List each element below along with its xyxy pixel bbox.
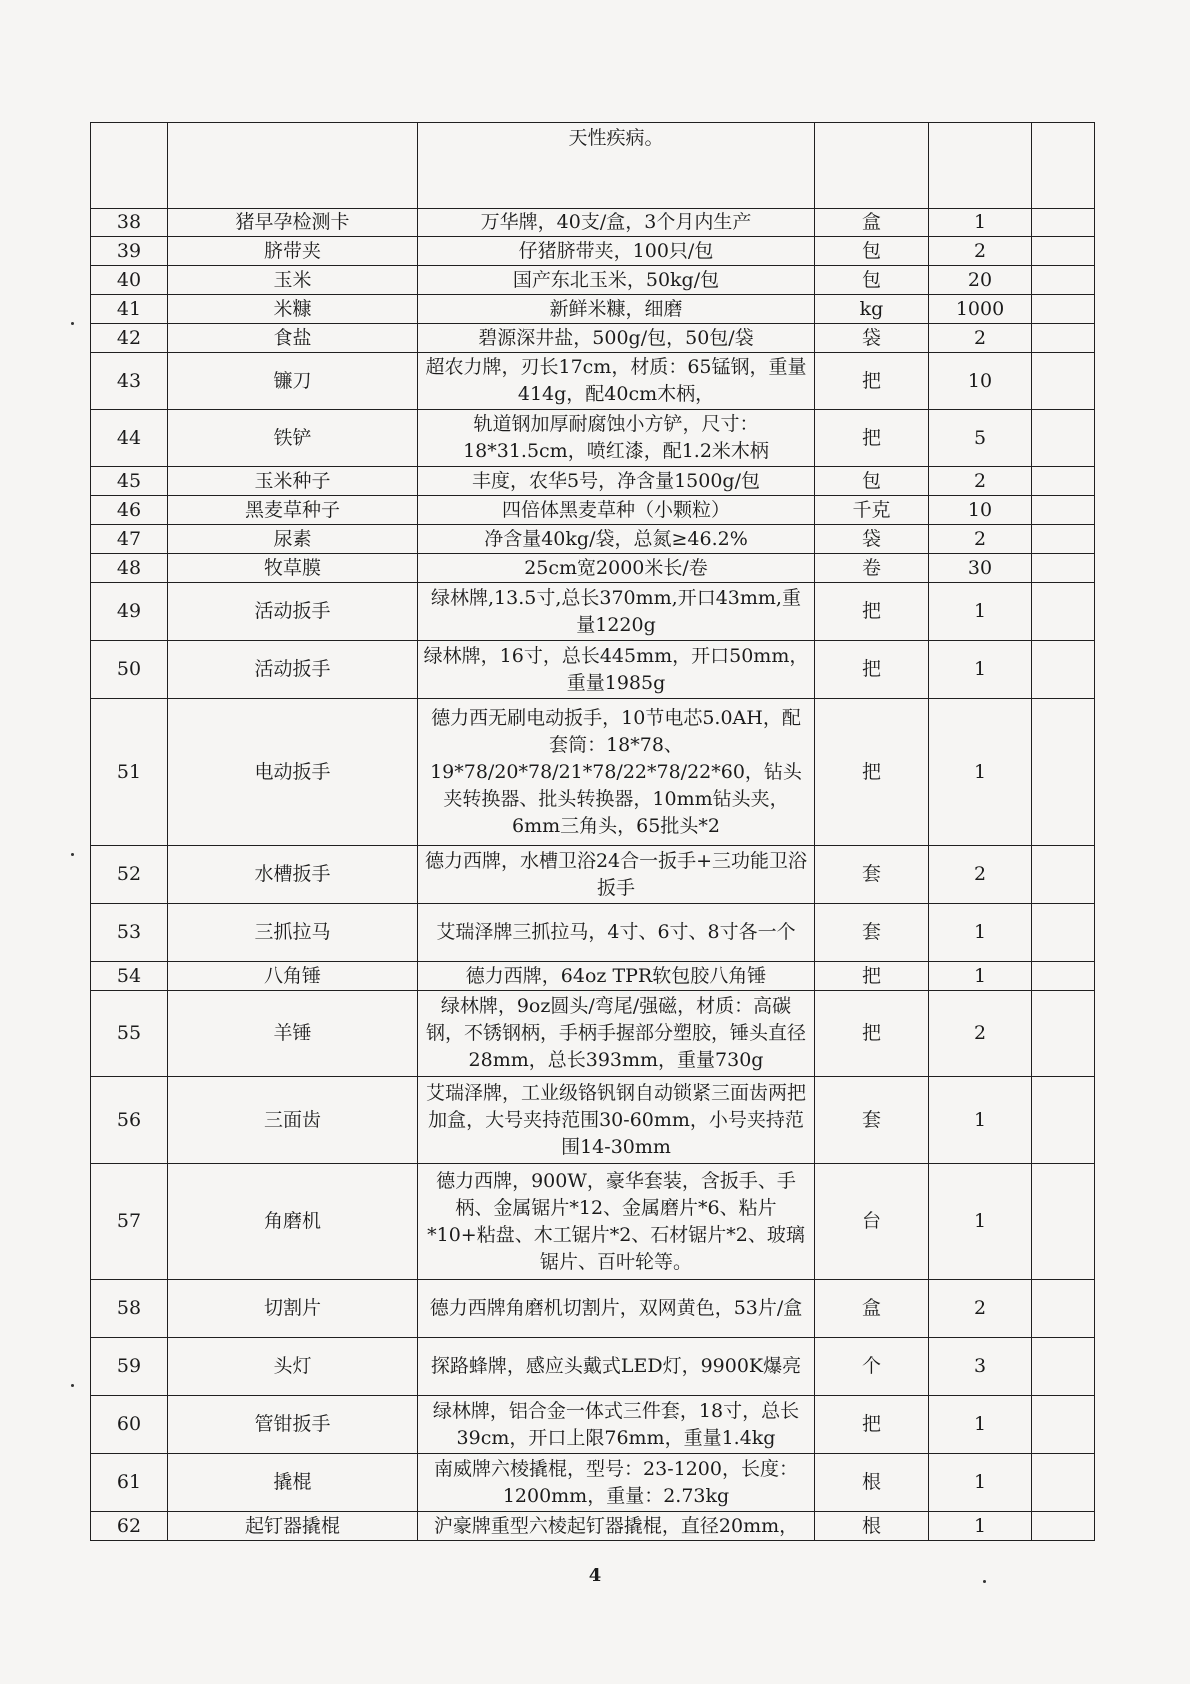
item-quantity: 10 xyxy=(929,496,1032,525)
item-note xyxy=(1032,846,1095,904)
scan-speck xyxy=(71,1384,74,1387)
scan-speck xyxy=(71,322,74,325)
item-unit: 台 xyxy=(815,1164,929,1280)
row-number: 55 xyxy=(91,991,168,1077)
item-quantity: 2 xyxy=(929,467,1032,496)
table-row xyxy=(91,583,1095,641)
item-spec: 德力西牌，900W，豪华套装，含扳手、手柄、金属锯片*12、金属磨片*6、粘片*10+粘盘、木工锯片*2、石材锯片*2、玻璃锯片、百叶轮等。 xyxy=(418,1164,815,1280)
item-name: 猪早孕检测卡 xyxy=(168,209,418,237)
item-spec: 德力西无刷电动扳手，10节电芯5.0AH，配套筒：18*78、19*78/20*78/21*78/22*78/22*60，钻头夹转换器、批头转换器，10mm钻头夹，6mm三角头，65批头*2 xyxy=(418,699,815,846)
item-unit: 根 xyxy=(815,1512,929,1541)
item-spec: 探路蜂牌，感应头戴式LED灯，9900K爆亮 xyxy=(418,1338,815,1396)
item-spec: 丰度，农华5号，净含量1500g/包 xyxy=(418,467,815,496)
item-name: 玉米 xyxy=(168,266,418,295)
table-row xyxy=(91,554,1095,583)
row-number: 38 xyxy=(91,209,168,237)
item-name: 活动扳手 xyxy=(168,583,418,641)
item-spec: 超农力牌，刃长17cm，材质：65锰钢，重量414g，配40cm木柄， xyxy=(418,353,815,410)
item-quantity: 1 xyxy=(929,1077,1032,1164)
item-name: 铁铲 xyxy=(168,410,418,467)
item-name: 牧草膜 xyxy=(168,554,418,583)
item-unit: 套 xyxy=(815,904,929,962)
item-name: 头灯 xyxy=(168,1338,418,1396)
row-number: 42 xyxy=(91,324,168,353)
item-note xyxy=(1032,1338,1095,1396)
table-row xyxy=(91,1512,1095,1541)
row-number: 46 xyxy=(91,496,168,525)
row-number: 50 xyxy=(91,641,168,699)
table-row xyxy=(91,991,1095,1077)
item-quantity: 2 xyxy=(929,846,1032,904)
item-unit: 把 xyxy=(815,1396,929,1454)
item-quantity: 2 xyxy=(929,991,1032,1077)
item-unit: 卷 xyxy=(815,554,929,583)
table-row xyxy=(91,525,1095,554)
table-row xyxy=(91,1280,1095,1338)
table-row xyxy=(91,699,1095,846)
item-quantity: 1000 xyxy=(929,295,1032,324)
item-unit: 把 xyxy=(815,410,929,467)
item-name: 角磨机 xyxy=(168,1164,418,1280)
item-spec: 德力西牌，水槽卫浴24合一扳手+三功能卫浴扳手 xyxy=(418,846,815,904)
item-quantity: 1 xyxy=(929,1396,1032,1454)
row-number: 60 xyxy=(91,1396,168,1454)
item-name: 活动扳手 xyxy=(168,641,418,699)
item-note xyxy=(1032,353,1095,410)
page-number: 4 xyxy=(588,1565,602,1586)
item-name: 八角锤 xyxy=(168,962,418,991)
table-row xyxy=(91,1338,1095,1396)
item-quantity: 1 xyxy=(929,962,1032,991)
item-spec: 南威牌六棱撬棍，型号：23-1200，长度：1200mm，重量：2.73kg xyxy=(418,1454,815,1512)
table-row xyxy=(91,237,1095,266)
item-unit: 袋 xyxy=(815,525,929,554)
item-note xyxy=(1032,1454,1095,1512)
table-row xyxy=(91,1077,1095,1164)
table-row xyxy=(91,1396,1095,1454)
table-row xyxy=(91,266,1095,295)
row-number: 52 xyxy=(91,846,168,904)
table-row xyxy=(91,295,1095,324)
table-row xyxy=(91,641,1095,699)
table-row xyxy=(91,496,1095,525)
item-name: 电动扳手 xyxy=(168,699,418,846)
item-unit: 套 xyxy=(815,846,929,904)
item-unit: 包 xyxy=(815,467,929,496)
item-quantity: 1 xyxy=(929,1512,1032,1541)
item-spec: 绿林牌，16寸，总长445mm，开口50mm，重量1985g xyxy=(418,641,815,699)
item-spec: 天性疾病。 xyxy=(418,123,815,209)
item-spec: 国产东北玉米，50kg/包 xyxy=(418,266,815,295)
item-spec: 德力西牌角磨机切割片，双网黄色，53片/盒 xyxy=(418,1280,815,1338)
item-quantity: 1 xyxy=(929,641,1032,699)
item-unit: 个 xyxy=(815,1338,929,1396)
row-number: 53 xyxy=(91,904,168,962)
item-unit: 把 xyxy=(815,962,929,991)
table-row xyxy=(91,1454,1095,1512)
row-number: 49 xyxy=(91,583,168,641)
item-note xyxy=(1032,1512,1095,1541)
item-quantity: 2 xyxy=(929,237,1032,266)
item-spec: 净含量40kg/袋，总氮≥46.2% xyxy=(418,525,815,554)
item-quantity: 10 xyxy=(929,353,1032,410)
item-unit: 包 xyxy=(815,266,929,295)
item-unit: 包 xyxy=(815,237,929,266)
table-row xyxy=(91,410,1095,467)
item-note xyxy=(1032,324,1095,353)
item-quantity: 1 xyxy=(929,699,1032,846)
item-quantity: 5 xyxy=(929,410,1032,467)
item-unit: 盒 xyxy=(815,209,929,237)
item-quantity: 20 xyxy=(929,266,1032,295)
item-spec: 沪豪牌重型六棱起钉器撬棍，直径20mm， xyxy=(418,1512,815,1541)
item-name: 起钉器撬棍 xyxy=(168,1512,418,1541)
item-note xyxy=(1032,904,1095,962)
item-note xyxy=(1032,554,1095,583)
row-number: 40 xyxy=(91,266,168,295)
item-unit: 千克 xyxy=(815,496,929,525)
table-row xyxy=(91,467,1095,496)
item-note xyxy=(1032,410,1095,467)
table-row xyxy=(91,324,1095,353)
item-note xyxy=(1032,641,1095,699)
item-unit: 根 xyxy=(815,1454,929,1512)
item-note xyxy=(1032,1280,1095,1338)
row-number: 62 xyxy=(91,1512,168,1541)
item-note xyxy=(1032,266,1095,295)
item-quantity: 1 xyxy=(929,1454,1032,1512)
table-row xyxy=(91,962,1095,991)
item-note xyxy=(1032,467,1095,496)
item-quantity: 2 xyxy=(929,1280,1032,1338)
row-number: 39 xyxy=(91,237,168,266)
row-number: 54 xyxy=(91,962,168,991)
item-quantity: 1 xyxy=(929,209,1032,237)
item-note xyxy=(1032,962,1095,991)
item-spec: 绿林牌，9oz圆头/弯尾/强磁，材质：高碳钢，不锈钢柄，手柄手握部分塑胶，锤头直径28mm，总长393mm，重量730g xyxy=(418,991,815,1077)
item-name: 尿素 xyxy=(168,525,418,554)
item-spec: 绿林牌,13.5寸,总长370mm,开口43mm,重量1220g xyxy=(418,583,815,641)
item-spec: 新鲜米糠，细磨 xyxy=(418,295,815,324)
item-name: 玉米种子 xyxy=(168,467,418,496)
item-note xyxy=(1032,525,1095,554)
item-quantity: 1 xyxy=(929,583,1032,641)
item-name: 切割片 xyxy=(168,1280,418,1338)
item-unit xyxy=(815,123,929,209)
item-unit: 把 xyxy=(815,641,929,699)
table-row xyxy=(91,904,1095,962)
item-name: 撬棍 xyxy=(168,1454,418,1512)
item-note xyxy=(1032,699,1095,846)
row-number: 47 xyxy=(91,525,168,554)
row-number: 51 xyxy=(91,699,168,846)
item-name xyxy=(168,123,418,209)
row-number: 56 xyxy=(91,1077,168,1164)
item-name: 黑麦草种子 xyxy=(168,496,418,525)
row-number: 48 xyxy=(91,554,168,583)
row-number xyxy=(91,123,168,209)
item-unit: 套 xyxy=(815,1077,929,1164)
item-note xyxy=(1032,583,1095,641)
item-quantity: 2 xyxy=(929,324,1032,353)
row-number: 59 xyxy=(91,1338,168,1396)
item-spec: 25cm宽2000米长/卷 xyxy=(418,554,815,583)
row-number: 58 xyxy=(91,1280,168,1338)
item-spec: 万华牌，40支/盒，3个月内生产 xyxy=(418,209,815,237)
item-spec: 绿林牌，铝合金一体式三件套，18寸，总长39cm，开口上限76mm，重量1.4kg xyxy=(418,1396,815,1454)
item-unit: 把 xyxy=(815,991,929,1077)
item-unit: 把 xyxy=(815,699,929,846)
item-spec: 轨道钢加厚耐腐蚀小方铲，尺寸：18*31.5cm，喷红漆，配1.2米木柄 xyxy=(418,410,815,467)
equipment-list-table xyxy=(90,122,1095,1541)
table-row xyxy=(91,846,1095,904)
item-note xyxy=(1032,209,1095,237)
item-unit: 盒 xyxy=(815,1280,929,1338)
item-quantity: 2 xyxy=(929,525,1032,554)
item-note xyxy=(1032,1164,1095,1280)
row-number: 43 xyxy=(91,353,168,410)
item-note xyxy=(1032,496,1095,525)
item-spec: 碧源深井盐，500g/包，50包/袋 xyxy=(418,324,815,353)
item-name: 镰刀 xyxy=(168,353,418,410)
item-quantity: 1 xyxy=(929,1164,1032,1280)
table-row xyxy=(91,209,1095,237)
item-spec: 仔猪脐带夹，100只/包 xyxy=(418,237,815,266)
table-row xyxy=(91,123,1095,209)
item-name: 三抓拉马 xyxy=(168,904,418,962)
row-number: 57 xyxy=(91,1164,168,1280)
item-spec: 四倍体黑麦草种（小颗粒） xyxy=(418,496,815,525)
item-name: 羊锤 xyxy=(168,991,418,1077)
item-unit: kg xyxy=(815,295,929,324)
item-name: 三面齿 xyxy=(168,1077,418,1164)
item-quantity: 30 xyxy=(929,554,1032,583)
item-name: 食盐 xyxy=(168,324,418,353)
item-name: 水槽扳手 xyxy=(168,846,418,904)
item-name: 脐带夹 xyxy=(168,237,418,266)
item-unit: 把 xyxy=(815,353,929,410)
row-number: 41 xyxy=(91,295,168,324)
item-spec: 德力西牌，64oz TPR软包胶八角锤 xyxy=(418,962,815,991)
item-note xyxy=(1032,123,1095,209)
item-unit: 把 xyxy=(815,583,929,641)
row-number: 44 xyxy=(91,410,168,467)
table-row xyxy=(91,353,1095,410)
row-number: 45 xyxy=(91,467,168,496)
row-number: 61 xyxy=(91,1454,168,1512)
item-spec: 艾瑞泽牌，工业级铬钒钢自动锁紧三面齿两把加盒，大号夹持范围30-60mm，小号夹持范围14-30mm xyxy=(418,1077,815,1164)
item-note xyxy=(1032,1077,1095,1164)
item-quantity xyxy=(929,123,1032,209)
item-name: 米糠 xyxy=(168,295,418,324)
item-note xyxy=(1032,237,1095,266)
item-name: 管钳扳手 xyxy=(168,1396,418,1454)
item-quantity: 3 xyxy=(929,1338,1032,1396)
table-row xyxy=(91,1164,1095,1280)
item-quantity: 1 xyxy=(929,904,1032,962)
item-note xyxy=(1032,991,1095,1077)
item-unit: 袋 xyxy=(815,324,929,353)
item-note xyxy=(1032,1396,1095,1454)
item-spec: 艾瑞泽牌三抓拉马，4寸、6寸、8寸各一个 xyxy=(418,904,815,962)
scan-speck xyxy=(71,853,74,856)
item-note xyxy=(1032,295,1095,324)
